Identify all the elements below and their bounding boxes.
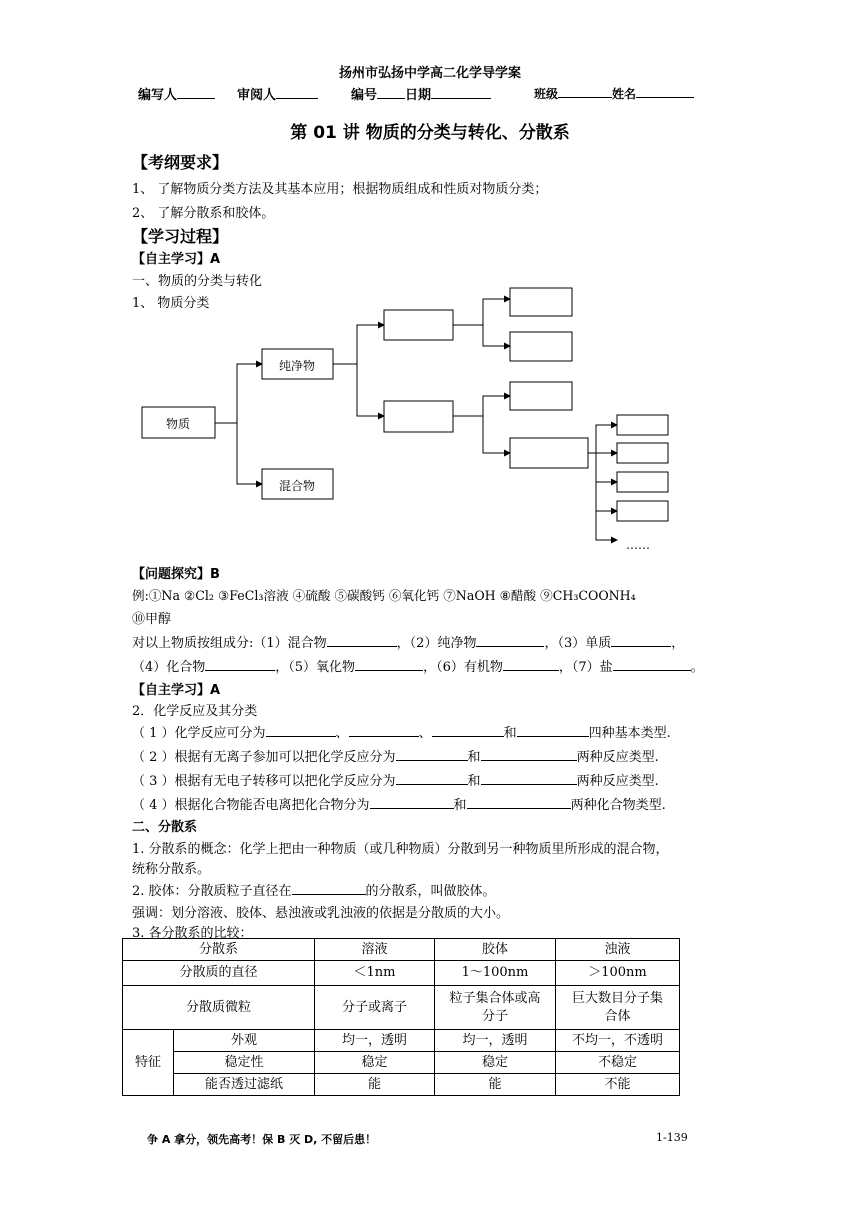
comparison-table <box>122 938 680 1096</box>
question-line-2: （4）化合物 ，（5）氧化物 ，（6）有机物 ，（7）盐 。 <box>132 656 704 675</box>
dispersion-def-1: 1. 分散系的概念：化学上把由一种物质（或几种物质）分散到另一种物质里所形成的混合物， <box>132 842 669 857</box>
blank-box-compound <box>384 401 453 432</box>
table-cell: 分子或离子 <box>315 986 435 1030</box>
table-header-cell: 分散系 <box>123 939 315 961</box>
reaction-line-2: （ 2 ）根据有无离子参加可以把化学反应分为 和 两种反应类型. <box>132 746 659 765</box>
reaction-line-3: （ 3 ）根据有无电子转移可以把化学反应分为 和 两种反应类型. <box>132 770 659 789</box>
part1-title: 一、物质的分类与转化 <box>132 274 263 289</box>
ellipsis-label: …… <box>626 538 650 552</box>
author-field: 编写人 <box>138 84 215 103</box>
question-line-1: 对以上物质按组成分:（1）混合物 ，（2）纯净物 ，（3）单质 ， <box>132 632 684 651</box>
blank-box-salt <box>617 501 668 521</box>
blank-box-nonmetal <box>510 332 572 361</box>
inquiry-heading: 【问题探究】B <box>132 567 220 582</box>
school-title: 扬州市弘扬中学高二化学导学案 <box>338 66 521 81</box>
table-header-cell: 胶体 <box>435 939 556 961</box>
blank-box-acid <box>617 443 668 463</box>
emphasis-line: 强调：划分溶液、胶体、悬浊液或乳浊液的依据是分散质的大小。 <box>132 906 510 921</box>
table-row <box>123 986 680 1030</box>
compare-title: 3. 各分散系的比较： <box>132 926 253 941</box>
table-row <box>123 1074 680 1096</box>
table-cell: 均一，透明 <box>315 1030 435 1052</box>
process-heading: 【学习过程】 <box>132 227 229 246</box>
lesson-title: 第 01 讲 物质的分类与转化、分散系 <box>290 123 570 143</box>
mixture-label: 混合物 <box>278 479 316 493</box>
blank-box-elementary <box>384 310 453 340</box>
dispersion-def-2: 统称分散系。 <box>132 862 211 877</box>
reaction-line-1: （ 1 ）化学反应可分为 、 、 和 四种基本类型. <box>132 722 671 741</box>
class-name-field: 班级 姓名 <box>534 84 694 102</box>
table-cell: 能 <box>435 1074 556 1096</box>
table-cell: 分散质的直径 <box>123 961 315 986</box>
dispersion-heading: 二、分散系 <box>132 820 198 835</box>
table-cell: 稳定性 <box>174 1052 315 1074</box>
table-row <box>123 939 680 961</box>
blank-box-oxide <box>617 415 668 435</box>
syllabus-item-2: 2、 了解分散系和胶体。 <box>132 206 275 221</box>
reviewer-field: 审阅人 <box>237 84 318 103</box>
self-study-heading-2: 【自主学习】A <box>132 683 221 698</box>
example-line-1: 例:①Na ②Cl₂ ③FeCl₃溶液 ④硫酸 ⑤碳酸钙 ⑥氧化钙 ⑦NaOH ⑧醋酸 ⑨CH₃COONH₄ <box>132 588 636 603</box>
reaction-line-4: （ 4 ）根据化合物能否电离把化合物分为 和 两种化合物类型. <box>132 794 666 813</box>
item1-title: 1、 物质分类 <box>132 296 210 311</box>
table-cell: 稳定 <box>315 1052 435 1074</box>
self-study-heading-1: 【自主学习】A <box>132 252 221 267</box>
syllabus-heading: 【考纲要求】 <box>132 153 229 172</box>
table-cell: 分散质微粒 <box>123 986 315 1030</box>
number-date-field: 编号 日期 <box>351 84 491 103</box>
classification-diagram <box>0 0 860 560</box>
table-cell: 外观 <box>174 1030 315 1052</box>
pure-substance-label: 纯净物 <box>278 359 316 373</box>
footer-slogan: 争 A 拿分，领先高考！保 B 灭 D, 不留后患！ <box>147 1133 377 1146</box>
table-cell: 能 <box>315 1074 435 1096</box>
syllabus-item-1: 1、 了解物质分类方法及其基本应用；根据物质组成和性质对物质分类； <box>132 182 548 197</box>
table-cell: 均一，透明 <box>435 1030 556 1052</box>
table-cell: 粒子集合体或高分子 <box>435 986 556 1030</box>
table-cell: 不稳定 <box>556 1052 680 1074</box>
table-cell: ＞100nm <box>556 961 680 986</box>
table-cell: 巨大数目分子集合体 <box>556 986 680 1030</box>
feature-label-cell: 特征 <box>123 1030 174 1096</box>
reaction-title: 2．化学反应及其分类 <box>132 704 258 719</box>
blank-box-organic <box>510 382 572 410</box>
blank-box-metal <box>510 288 572 316</box>
page-number: 1-139 <box>656 1131 688 1144</box>
table-row <box>123 1052 680 1074</box>
table-cell: 能否透过滤纸 <box>174 1074 315 1096</box>
table-cell: 不能 <box>556 1074 680 1096</box>
blank-box-base <box>617 472 668 492</box>
table-cell: 稳定 <box>435 1052 556 1074</box>
table-row <box>123 1030 680 1052</box>
table-cell: 不均一，不透明 <box>556 1030 680 1052</box>
example-line-2: ⑩甲醇 <box>132 612 172 627</box>
blank-box-inorganic <box>510 438 588 468</box>
table-row <box>123 961 680 986</box>
table-header-cell: 溶液 <box>315 939 435 961</box>
root-label: 物质 <box>165 417 191 431</box>
table-cell: 1～100nm <box>435 961 556 986</box>
table-cell: ＜1nm <box>315 961 435 986</box>
colloid-definition: 2. 胶体：分散质粒子直径在 的分散系，叫做胶体。 <box>132 880 496 899</box>
table-header-cell: 浊液 <box>556 939 680 961</box>
